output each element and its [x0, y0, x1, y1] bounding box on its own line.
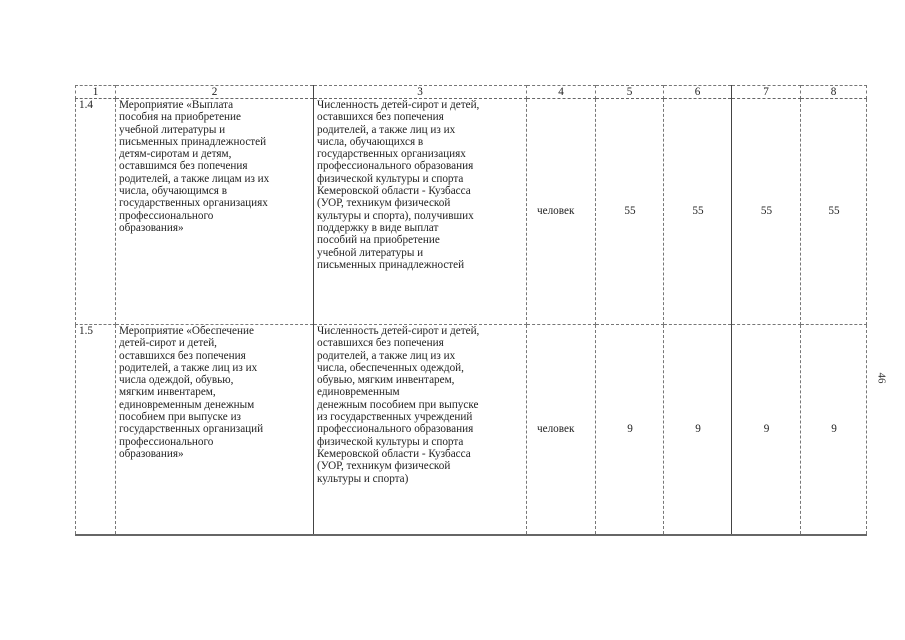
text-line: числа, обеспеченных одеждой,: [317, 361, 464, 374]
value-cell: 9: [801, 325, 867, 535]
text-line: родителей, а также лиц из их: [317, 349, 456, 362]
value-cell: 55: [664, 99, 732, 325]
text-line: Кемеровской области - Кузбасса: [317, 185, 471, 198]
text-line: числа одеждой, обувью,: [119, 374, 234, 387]
text-line: физической культуры и спорта: [317, 172, 464, 185]
row-id: 1.5: [76, 325, 116, 535]
text-line: оставшихся без попечения: [119, 349, 246, 362]
header-cell-7: 7: [732, 86, 801, 99]
text-line: мягким инвентарем,: [119, 386, 216, 399]
text-line: государственных организациях: [317, 148, 466, 161]
header-cell-8: 8: [801, 86, 867, 99]
text-line: культуры и спорта), получивших: [317, 209, 474, 222]
indicator-description: [314, 325, 527, 535]
text-line: пособием при выпуске из: [119, 411, 241, 424]
text-line: Кемеровской области - Кузбасса: [317, 447, 471, 460]
text-line: Мероприятие «Обеспечение: [119, 325, 254, 337]
value-cell: 55: [596, 99, 664, 325]
text-line: (УОР, техникум физической: [317, 460, 451, 473]
header-cell-3: 3: [314, 86, 527, 99]
table-header-row: [76, 86, 867, 99]
event-description: [116, 99, 314, 325]
text-line: письменных принадлежностей: [317, 258, 465, 271]
text-line: профессионального образования: [317, 160, 474, 173]
unit-cell: человек: [527, 99, 596, 325]
text-line: Численность детей-сирот и детей,: [317, 99, 480, 111]
value-cell: 9: [596, 325, 664, 535]
text-line: родителей, а также лицам из их: [119, 172, 270, 185]
text-line: культуры и спорта): [317, 472, 409, 485]
text-line: государственных организациях: [119, 197, 268, 210]
text-line: государственных организаций: [119, 423, 264, 436]
text-line: единовременным денежным: [119, 398, 255, 411]
text-line: физической культуры и спорта: [317, 435, 464, 448]
text-line: оставшимся без попечения: [119, 160, 248, 173]
text-line: Численность детей-сирот и детей,: [317, 325, 480, 337]
text-line: пособия на приобретение: [119, 111, 241, 124]
value-cell: 55: [801, 99, 867, 325]
text-line: учебной литературы и: [317, 246, 424, 259]
text-line: детям-сиротам и детям,: [119, 148, 232, 161]
text-line: профессионального: [119, 435, 214, 448]
row-id: 1.4: [76, 99, 116, 325]
header-cell-4: 4: [527, 86, 596, 99]
value-cell: 9: [732, 325, 801, 535]
text-line: родителей, а также лиц из их: [119, 361, 258, 374]
header-cell-6: 6: [664, 86, 732, 99]
text-line: профессионального: [119, 209, 214, 222]
text-line: из государственных учреждений: [317, 411, 473, 424]
text-line: обувью, мягким инвентарем,: [317, 374, 455, 387]
unit-cell: человек: [527, 325, 596, 535]
text-line: Мероприятие «Выплата: [119, 99, 234, 111]
table-row: [76, 99, 867, 325]
text-line: родителей, а также лиц из их: [317, 123, 456, 136]
event-description: [116, 325, 314, 535]
text-line: единовременным: [317, 386, 400, 399]
text-line: профессионального образования: [317, 423, 474, 436]
program-indicators-table: [75, 85, 867, 536]
text-line: оставшихся без попечения: [317, 111, 444, 124]
indicator-description: [314, 99, 527, 325]
text-line: поддержку в виде выплат: [317, 221, 439, 234]
header-cell-2: 2: [116, 86, 314, 99]
text-line: детей-сирот и детей,: [119, 337, 217, 350]
table-row: [76, 325, 867, 535]
header-cell-5: 5: [596, 86, 664, 99]
text-line: пособий на приобретение: [317, 234, 440, 247]
text-line: образования»: [119, 221, 184, 234]
text-line: (УОР, техникум физической: [317, 197, 451, 210]
page-number: 46: [875, 372, 888, 384]
value-cell: 9: [664, 325, 732, 535]
value-cell: 55: [732, 99, 801, 325]
text-line: учебной литературы и: [119, 123, 226, 136]
text-line: денежным пособием при выпуске: [317, 398, 479, 411]
text-line: числа, обучающихся в: [317, 135, 424, 148]
text-line: письменных принадлежностей: [119, 135, 267, 148]
text-line: числа, обучающимся в: [119, 185, 227, 198]
text-line: оставшихся без попечения: [317, 337, 444, 350]
header-cell-1: 1: [76, 86, 116, 99]
text-line: образования»: [119, 447, 184, 460]
